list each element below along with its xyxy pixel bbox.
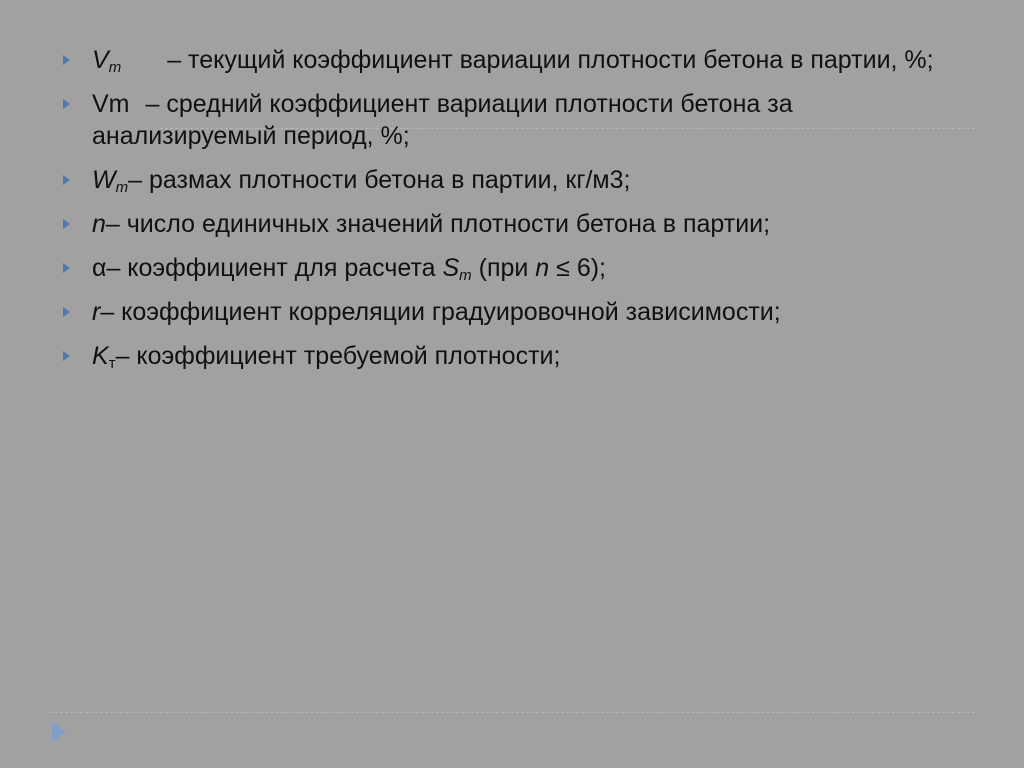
subscript: m [459, 267, 472, 284]
bullet-triangle-icon [63, 99, 70, 109]
symbol: n [92, 210, 106, 238]
item-text: – коэффициент требуемой плотности; [115, 342, 561, 370]
item-text: – средний коэффициент вариации плотности бетона за анализируемый период, %; [92, 90, 793, 150]
item-text: – коэффициент корреляции градуировочной зависимости; [100, 298, 781, 326]
symbol-n: n [535, 254, 550, 282]
list-item-alpha-coefficient [60, 252, 970, 284]
item-text: – текущий коэффициент вариации плотности бетона в партии, %; [167, 46, 934, 74]
item-text-start: α– коэффициент для расчета [92, 254, 443, 282]
item-text-end: ≤ 6); [549, 254, 606, 282]
item-text: – число единичных значений плотности бетона в партии; [105, 210, 771, 238]
symbol: V [92, 46, 109, 74]
subscript: m [115, 179, 129, 196]
list-item-number-values [60, 208, 970, 240]
bottom-divider [50, 712, 975, 713]
bullet-triangle-icon [63, 219, 70, 229]
list-item-correlation [60, 296, 970, 328]
item-text: – размах плотности бетона в партии, кг/м3; [128, 166, 631, 194]
list-item-mean-variation [60, 88, 970, 152]
triangle-right-icon[interactable] [52, 722, 66, 742]
bullet-triangle-icon [63, 307, 70, 317]
subscript: m [108, 59, 122, 76]
bullet-triangle-icon [63, 263, 70, 273]
list-item-required-density [60, 340, 970, 372]
list-item-density-range [60, 164, 970, 196]
symbol: W [92, 166, 116, 194]
bullet-triangle-icon [63, 55, 70, 65]
subscript: т [108, 355, 116, 372]
bullet-list [60, 44, 970, 384]
item-text-mid: (при [471, 254, 536, 282]
bullet-triangle-icon [63, 351, 70, 361]
symbol: K [92, 342, 109, 370]
list-item-current-variation [60, 44, 970, 76]
symbol: r [92, 298, 101, 326]
symbol: Vm [92, 90, 130, 118]
symbol: S [442, 254, 460, 282]
bullet-triangle-icon [63, 175, 70, 185]
